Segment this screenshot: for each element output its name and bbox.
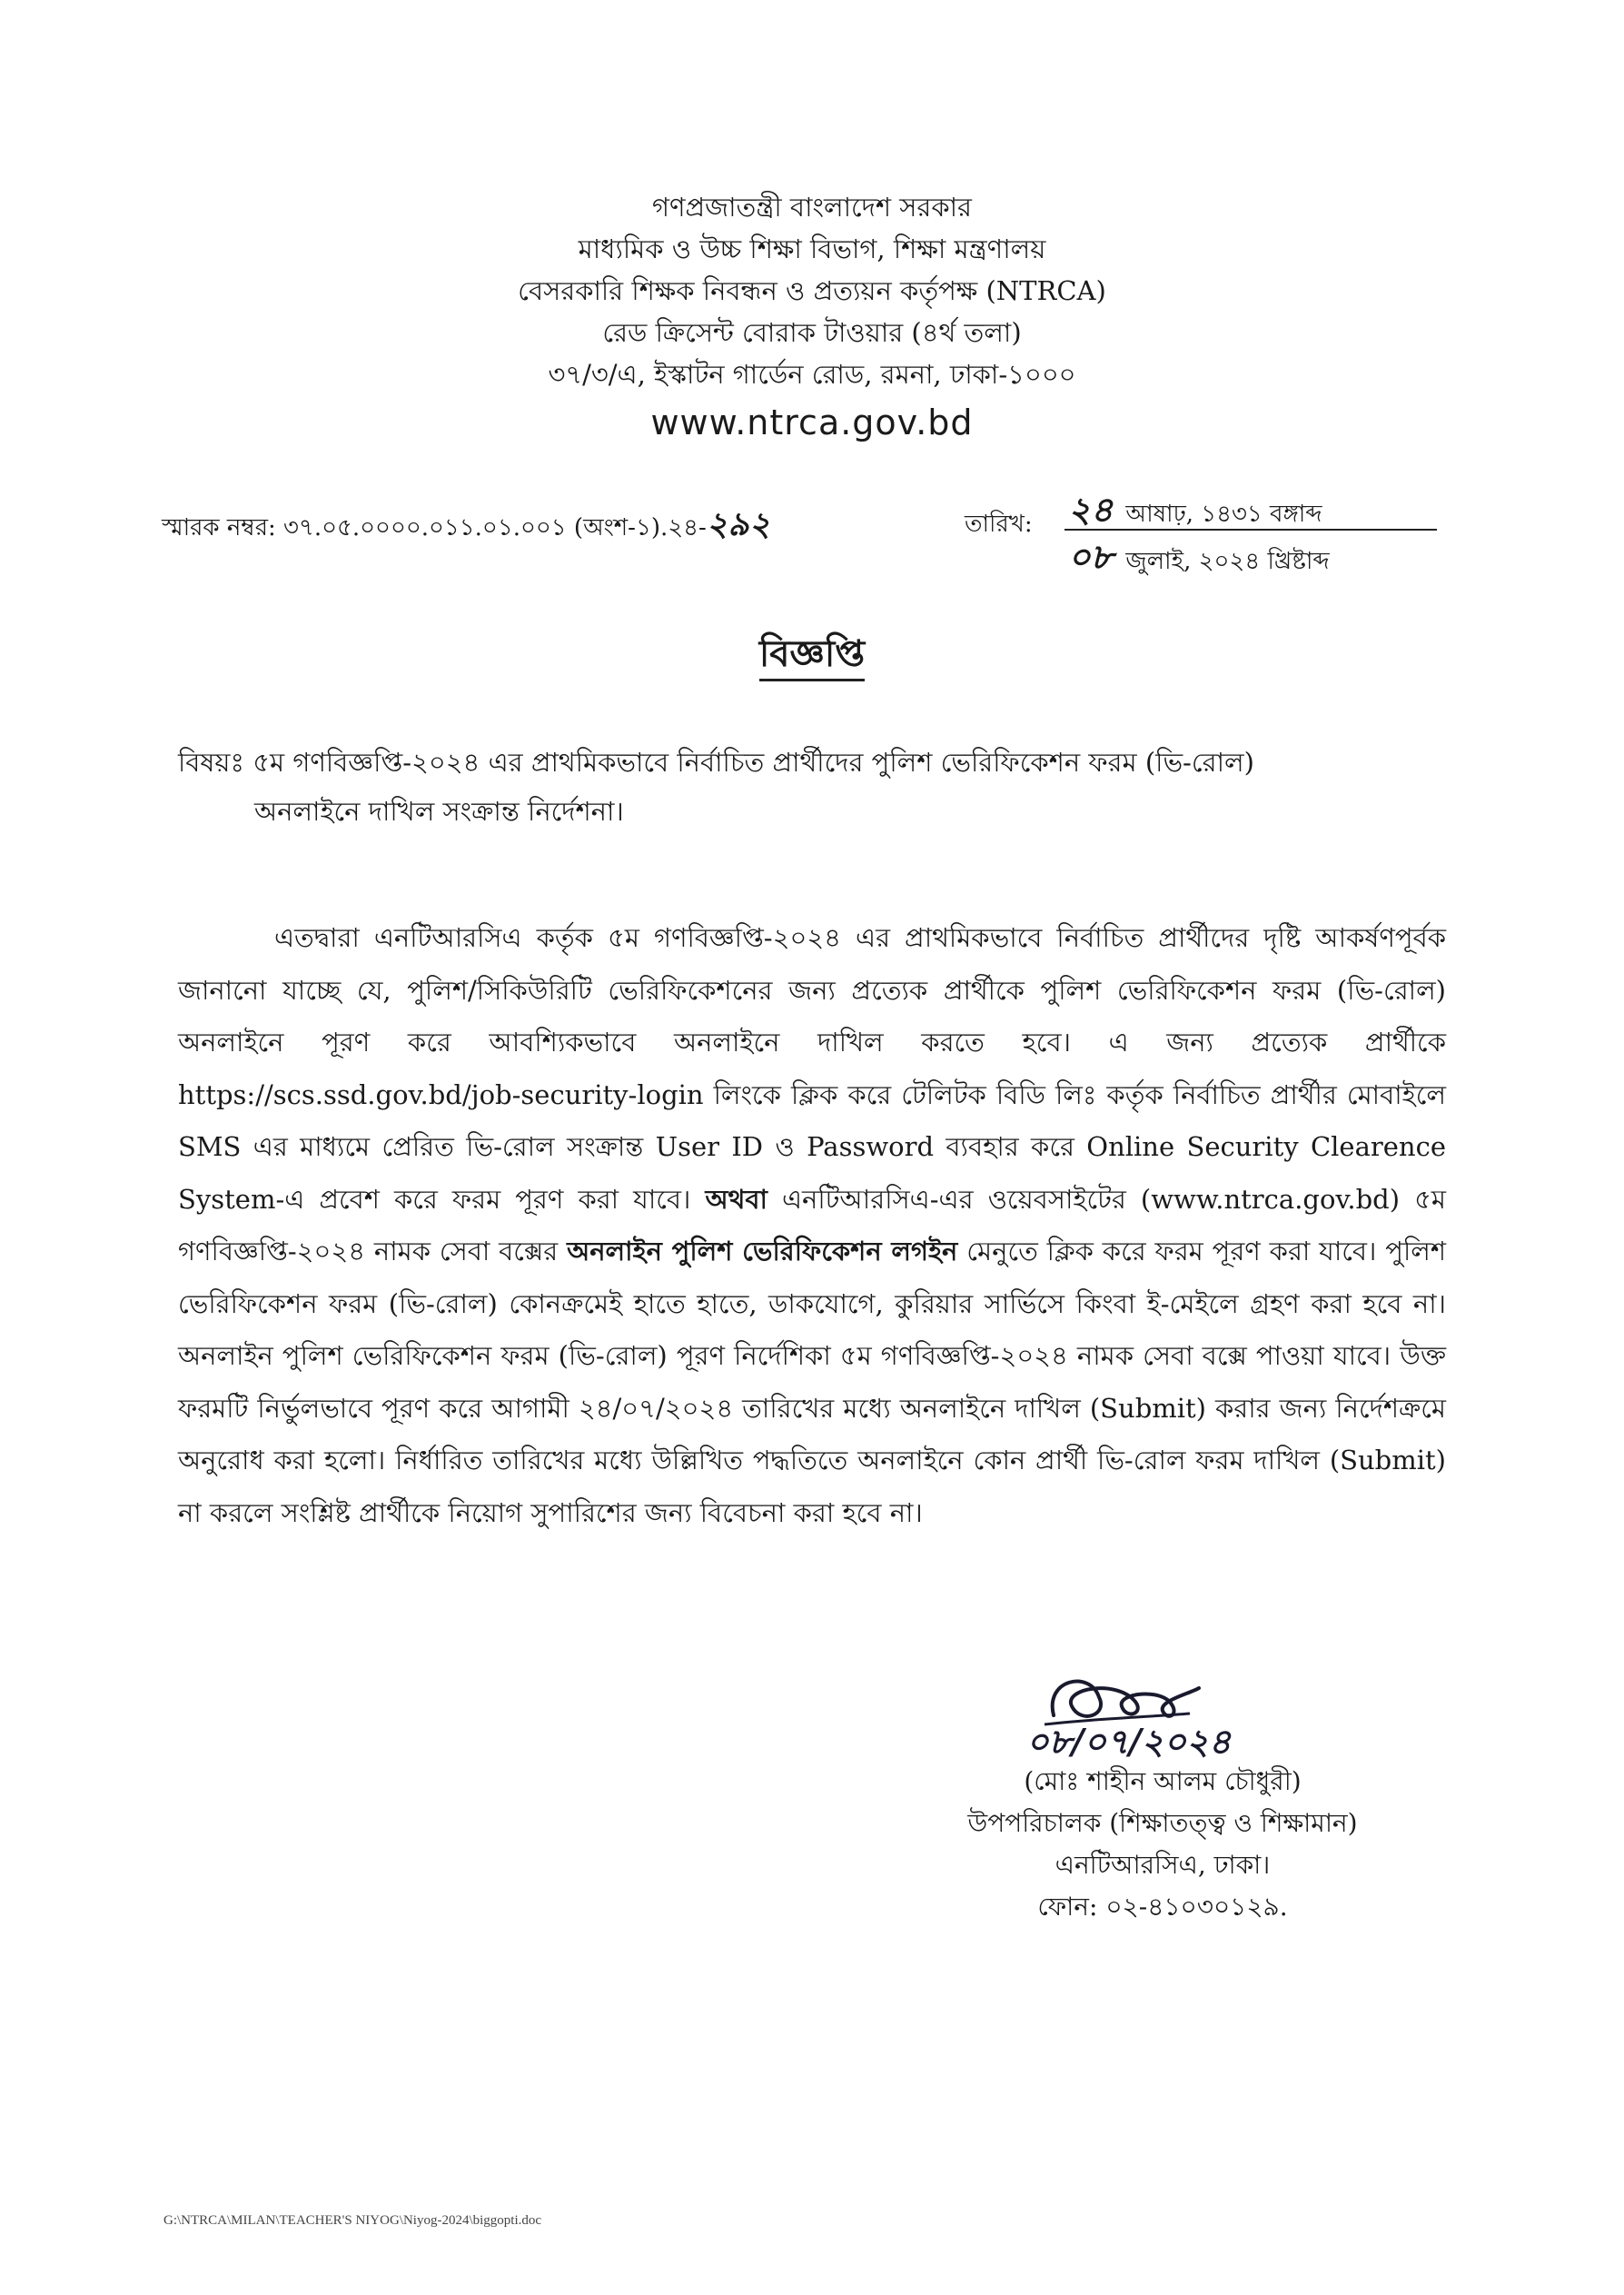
ministry-division: মাধ্যমিক ও উচ্চ শিক্ষা বিভাগ, শিক্ষা মন্ত্রণালয় bbox=[578, 233, 1046, 264]
signatory-office: এনটিআরসিএ, ঢাকা। bbox=[1055, 1850, 1271, 1880]
notice-body bbox=[178, 912, 1446, 1539]
office-address: ৩৭/৩/এ, ইস্কাটন গার্ডেন রোড, রমনা, ঢাকা-১০০০ bbox=[548, 359, 1076, 390]
signature-image bbox=[1017, 1661, 1290, 1761]
website-link[interactable]: www.ntrca.gov.bd bbox=[650, 402, 974, 442]
notice-title: বিজ্ঞপ্তি bbox=[0, 625, 1624, 686]
government-name: গণপ্রজাতন্ত্রী বাংলাদেশ সরকার bbox=[651, 192, 973, 223]
body-part-3: মেনুতে ক্লিক করে ফরম পূরণ করা যাবে। পুলিশ ভেরিফিকেশন ফরম (ভি-রোল) কোনক্রমেই হাতে হাতে, ডাকযোগে, কুরিয়ার সার্ভিসে কিংবা ই-মেইলে গ্রহণ করা হবে না। অনলাইন পুলিশ ভেরিফিকেশন ফরম (ভি-রোল) পূরণ নির্দেশিকা ৫ম গণবিজ্ঞপ্তি-২০২৪ নামক সেবা বক্সে পাওয়া যাবে। উক্ত ফরমটি নির্ভুলভাবে পূরণ করে আগামী ২৪/০৭/২০২৪ তারিখের মধ্যে অনলাইনে দাখিল (Submit) করার জন্য নির্দেশক্রমে অনুরোধ করা হলো। নির্ধারিত তারিখের মধ্যে উল্লিখিত পদ্ধতিতে অনলাইনে কোন প্রার্থী ভি-রোল ফরম দাখিল (Submit) না করলে সংশ্লিষ্ট প্রার্থীকে নিয়োগ সুপারিশের জন্য বিবেচনা করা হবে না। bbox=[178, 1236, 1447, 1528]
memo-number bbox=[162, 500, 770, 554]
body-part-1: এতদ্বারা এনটিআরসিএ কর্তৃক ৫ম গণবিজ্ঞপ্তি-২০২৪ এর প্রাথমিকভাবে নির্বাচিত প্রার্থীদের দৃষ্টি আকর্ষণপূর্বক জানানো যাচ্ছে যে, পুলিশ/সিকিউরিটি ভেরিফিকেশনের জন্য প্রত্যেক প্রার্থীকে পুলিশ ভেরিফিকেশন ফরম (ভি-রোল) অনলাইনে পূরণ করে আবশ্যিকভাবে অনলাইনে দাখিল করতে হবে। এ জন্য প্রত্যেক প্রার্থীকে https://scs.ssd.gov.bd/job-security-login লিংকে ক্লিক করে টেলিটক বিডি লিঃ কর্তৃক নির্বাচিত প্রার্থীর মোবাইলে SMS এর মাধ্যমে প্রেরিত ভি-রোল সংক্রান্ত User ID ও Password ব্যবহার করে Online Security Clearence System-এ প্রবেশ করে ফরম পূরণ করা যাবে। bbox=[178, 922, 1446, 1215]
building-name: রেড ক্রিসেন্ট বোরাক টাওয়ার (৪র্থ তলা) bbox=[602, 317, 1022, 348]
body-bold-or: অথবা bbox=[705, 1183, 767, 1215]
bangla-date-day: ২৪ bbox=[1068, 489, 1114, 530]
subject-line-1: বিষয়ঃ ৫ম গণবিজ্ঞপ্তি-২০২৪ এর প্রাথমিকভাবে নির্বাচিত প্রার্থীদের পুলিশ ভেরিফিকেশন ফরম (ভি-রোল) bbox=[178, 747, 1254, 778]
date-label: তারিখ: bbox=[965, 511, 1033, 538]
english-date-day: ০৮ bbox=[1068, 536, 1114, 577]
letterhead bbox=[0, 186, 1624, 450]
subject-line-2: অনলাইনে দাখিল সংক্রান্ত নির্দেশনা। bbox=[254, 796, 624, 827]
body-part-2: এনটিআরসিএ-এর ওয়েবসাইটের (www.ntrca.gov.bd) ৫ম গণবিজ্ঞপ্তি-২০২৪ নামক সেবা বক্সের bbox=[178, 1183, 1447, 1267]
signatory-block bbox=[872, 1761, 1453, 1928]
authority-name: বেসরকারি শিক্ষক নিবন্ধন ও প্রত্যয়ন কর্তৃপক্ষ (NTRCA) bbox=[518, 275, 1106, 306]
body-bold-login-menu: অনলাইন পুলিশ ভেরিফিকেশন লগইন bbox=[567, 1236, 958, 1267]
memo-handwritten-number: ২৯২ bbox=[706, 505, 770, 543]
signatory-name: (মোঃ শাহীন আলম চৌধুরী) bbox=[1024, 1766, 1302, 1796]
subject bbox=[178, 738, 1446, 836]
signatory-phone: ফোন: ০২-৪১০৩০১২৯. bbox=[1037, 1892, 1288, 1922]
file-path-footer: G:\NTRCA\MILAN\TEACHER'S NIYOG\Niyog-2024\biggopti.doc bbox=[163, 2213, 542, 2228]
bangla-date-rest: আষাঢ়, ১৪৩১ বঙ্গাব্দ bbox=[1125, 501, 1322, 528]
memo-label: স্মারক নম্বর: ৩৭.০৫.০০০০.০১১.০১.০০১ (অংশ-১).২৪- bbox=[162, 514, 707, 541]
english-date-rest: জুলাই, ২০২৪ খ্রিষ্টাব্দ bbox=[1125, 548, 1330, 575]
english-date bbox=[1068, 531, 1330, 589]
signatory-designation: উপপরিচালক (শিক্ষাতত্ত্ব ও শিক্ষামান) bbox=[967, 1808, 1358, 1838]
signature-date: ০৮/০৭/২০২৪ bbox=[1026, 1721, 1232, 1761]
